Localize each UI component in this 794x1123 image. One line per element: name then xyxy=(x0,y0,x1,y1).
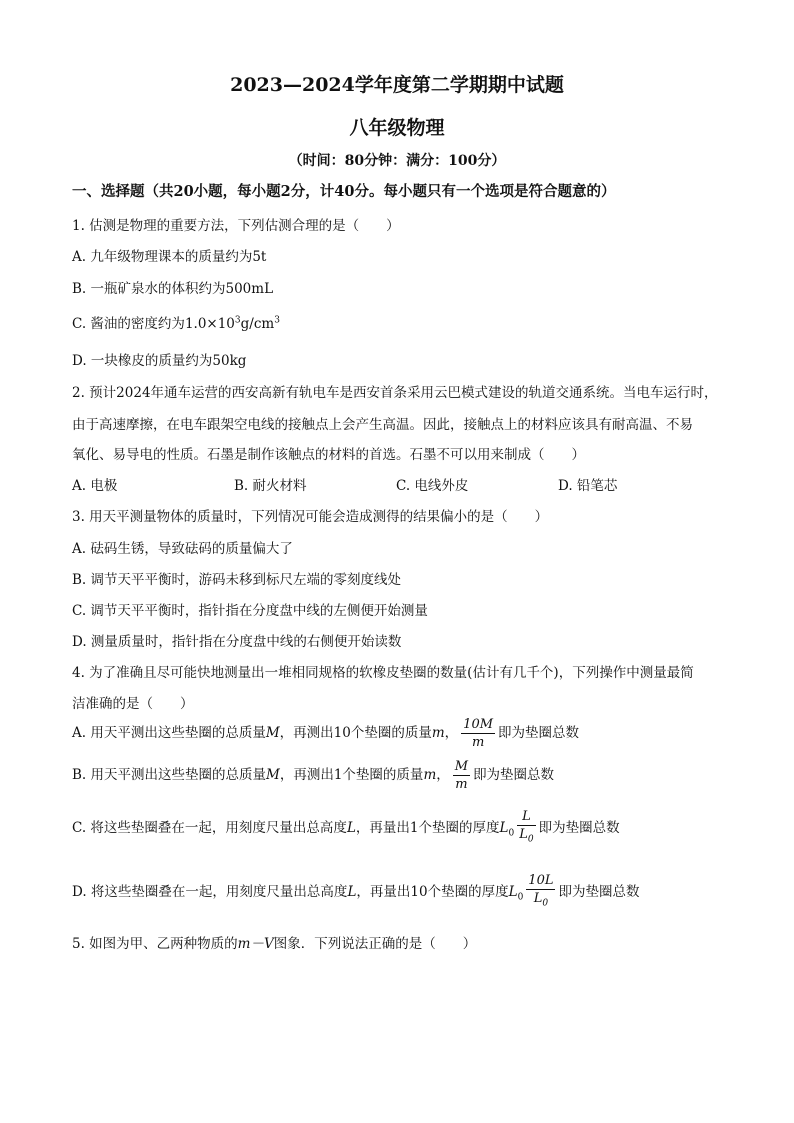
fraction-denominator xyxy=(517,826,535,849)
question-4-line-2: 洁准确的是（ ） xyxy=(72,696,194,712)
stem-text: 5. 如图为甲、乙两种物质的 xyxy=(72,936,238,952)
fraction-numerator: L xyxy=(517,808,535,826)
question-2-option-b: B. 耐火材料 xyxy=(234,478,307,494)
question-3-option-a: A. 砝码生锈，导致砝码的质量偏大了 xyxy=(72,541,293,557)
question-2-line-3: 氧化、易导电的性质。石墨是制作该触点的材料的首选。石墨不可以用来制成（ ） xyxy=(72,447,585,463)
exam-info: （时间：80分钟：满分：100分） xyxy=(288,153,506,169)
question-1-option-a: A. 九年级物理课本的质量约为5t xyxy=(72,249,267,265)
separator: ， xyxy=(436,767,450,783)
question-3-option-c: C. 调节天平平衡时，指针指在分度盘中线的左侧便开始测量 xyxy=(72,603,428,619)
den-subscript: 0 xyxy=(542,898,549,909)
subject-title: 八年级物理 xyxy=(349,117,445,139)
variable: m－V xyxy=(237,936,274,952)
question-4-option-b xyxy=(72,758,554,793)
question-2-line-1: 2. 预计2024年通车运营的西安高新有轨电车是西安首条采用云巴模式建设的轨道交通系统。当电车运行时， xyxy=(72,385,718,401)
option-text: D. 将这些垫圈叠在一起，用刻度尺量出总高度 xyxy=(72,883,348,900)
question-2-line-2: 由于高速摩擦，在电车跟架空电线的接触点上会产生高温。因此，接触点上的材料应该具有耐高温、不易 xyxy=(72,417,693,433)
option-text: ，再量出10个垫圈的厚度 xyxy=(356,883,509,900)
option-text: 即为垫圈总数 xyxy=(498,725,580,741)
question-3-option-d: D. 测量质量时，指针指在分度盘中线的右侧便开始读数 xyxy=(72,634,402,650)
fraction xyxy=(461,716,495,751)
question-1-option-d: D. 一块橡皮的质量约为50kg xyxy=(72,353,247,369)
question-2-option-c: C. 电线外皮 xyxy=(396,478,469,494)
option-text: A. 用天平测出这些垫圈的总质量 xyxy=(72,725,266,741)
variable: L xyxy=(508,883,518,900)
option-text: B. 用天平测出这些垫圈的总质量 xyxy=(72,767,267,783)
den-var: L xyxy=(533,891,543,906)
question-4-option-d xyxy=(72,872,639,913)
variable: L xyxy=(347,883,357,900)
fraction-numerator: 10M xyxy=(463,717,494,732)
variable: L xyxy=(346,819,356,836)
option-text: C. 将这些垫圈叠在一起，用刻度尺量出总高度 xyxy=(72,819,347,836)
question-2-option-a: A. 电极 xyxy=(72,478,118,494)
option-c-exponent: 3 xyxy=(234,315,241,326)
variable: M xyxy=(266,767,280,783)
question-2-option-d: D. 铅笔芯 xyxy=(558,478,618,494)
question-4-option-c xyxy=(72,808,620,849)
fraction-denominator xyxy=(526,890,555,913)
variable: M xyxy=(265,725,280,741)
stem-text: 图象．下列说法正确的是（ ） xyxy=(273,936,477,952)
question-3-stem: 3. 用天平测量物体的质量时，下列情况可能会造成测得的结果偏小的是（ ） xyxy=(72,509,549,525)
fraction-denominator: m xyxy=(471,735,485,750)
fraction xyxy=(526,872,555,913)
question-1-option-b: B. 一瓶矿泉水的体积约为500mL xyxy=(72,281,274,297)
option-c-text: C. 酱油的密度约为 xyxy=(72,316,185,332)
fraction-numerator: 10L xyxy=(528,873,554,888)
question-4-option-a xyxy=(72,716,579,751)
variable: m xyxy=(431,725,445,741)
variable: m xyxy=(423,767,437,783)
fraction-denominator: m xyxy=(455,777,468,792)
option-text: 即为垫圈总数 xyxy=(473,767,555,783)
variable: L xyxy=(499,819,509,836)
fraction-numerator: M xyxy=(454,759,469,774)
option-text: ，再量出1个垫圈的厚度 xyxy=(355,819,500,836)
question-3-option-b: B. 调节天平平衡时，游码未移到标尺左端的零刻度线处 xyxy=(72,572,402,588)
den-var: L xyxy=(519,827,528,842)
fraction xyxy=(453,758,470,793)
section-heading: 一、选择题（共20小题，每小题2分，计40分。每小题只有一个选项是符合题意的） xyxy=(72,183,616,200)
den-subscript: 0 xyxy=(527,834,534,845)
option-c-value: 1.0×10 xyxy=(184,316,235,332)
option-text: 即为垫圈总数 xyxy=(558,883,640,900)
option-c-unit-exponent: 3 xyxy=(274,315,280,326)
option-text: ，再测出10个垫圈的质量 xyxy=(279,725,432,741)
option-text: ，再测出1个垫圈的质量 xyxy=(279,767,424,783)
separator: ， xyxy=(444,725,459,741)
subscript: 0 xyxy=(508,828,515,839)
question-5-stem xyxy=(72,932,476,952)
exam-title: 2023—2024学年度第二学期期中试题 xyxy=(230,74,564,96)
fraction xyxy=(517,808,535,849)
option-c-unit: g/cm xyxy=(240,316,275,332)
question-1-stem: 1. 估测是物理的重要方法，下列估测合理的是（ ） xyxy=(72,218,400,234)
question-4-line-1: 4. 为了准确且尽可能快地测量出一堆相同规格的软橡皮垫圈的数量(估计有几千个)，下列操作中测量最简 xyxy=(72,665,694,681)
question-1-option-c xyxy=(72,312,280,332)
option-text: 即为垫圈总数 xyxy=(538,819,620,836)
subscript: 0 xyxy=(517,892,524,903)
